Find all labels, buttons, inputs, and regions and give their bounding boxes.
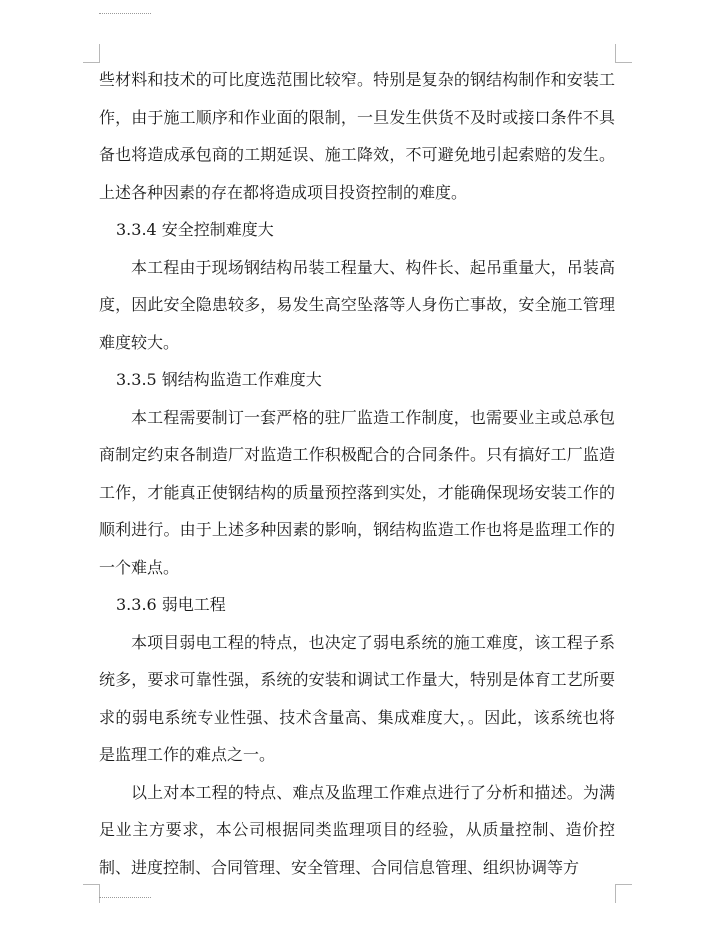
margin-corner-bottom-right <box>615 884 632 903</box>
margin-corner-top-right <box>615 44 632 63</box>
paragraph-weak-current: 本项目弱电工程的特点，也决定了弱电系统的施工难度，该工程子系统多，要求可靠性强，系统的安装和调试工作量大，特别是体育工艺所要求的弱电系统专业性强、技术含量高、集成难度大，。因此，该系统也将是监理工作的难点之一。 <box>99 632 615 764</box>
paragraph-steel-supervision: 本工程需要制订一套严格的驻厂监造工作制度，也需要业主或总承包商制定约束各制造厂对监造工作积极配合的合同条件。只有搞好工厂监造工作，才能真正使钢结构的质量预控落到实处，才能确保现场安装工作的顺利进行。由于上述多种因素的影响，钢结构监造工作也将是监理工作的一个难点。 <box>99 407 615 577</box>
margin-corner-top-left <box>83 44 100 63</box>
heading-3-3-5: 3.3.5 钢结构监造工作难度大 <box>116 370 322 389</box>
paragraph-investment-control: 些材料和技术的可比度选范围比较窄。特别是复杂的钢结构制作和安装工作，由于施工顺序和作业面的限制，一旦发生供货不及时或接口条件不具备也将造成承包商的工期延误、施工降效，不可避免地引起索赔的发生。上述各种因素的存在都将造成项目投资控制的难度。 <box>99 70 615 202</box>
paragraph-summary: 以上对本工程的特点、难点及监理工作难点进行了分析和描述。为满足业主方要求，本公司根据同类监理项目的经验，从质量控制、造价控制、进度控制、合同管理、安全管理、合同信息管理、组织协调等方 <box>99 782 615 877</box>
paragraph-safety-control: 本工程由于现场钢结构吊装工程量大、构件长、起吊重量大，吊装高度，因此安全隐患较多，易发生高空坠落等人身伤亡事故，安全施工管理难度较大。 <box>99 257 615 352</box>
document-body <box>99 61 615 886</box>
page-top-dotted-rule <box>99 13 151 14</box>
heading-3-3-6: 3.3.6 弱电工程 <box>116 595 226 614</box>
page-bottom-dotted-rule <box>99 897 151 898</box>
margin-corner-bottom-left <box>83 884 100 903</box>
heading-3-3-4: 3.3.4 安全控制难度大 <box>116 220 274 239</box>
